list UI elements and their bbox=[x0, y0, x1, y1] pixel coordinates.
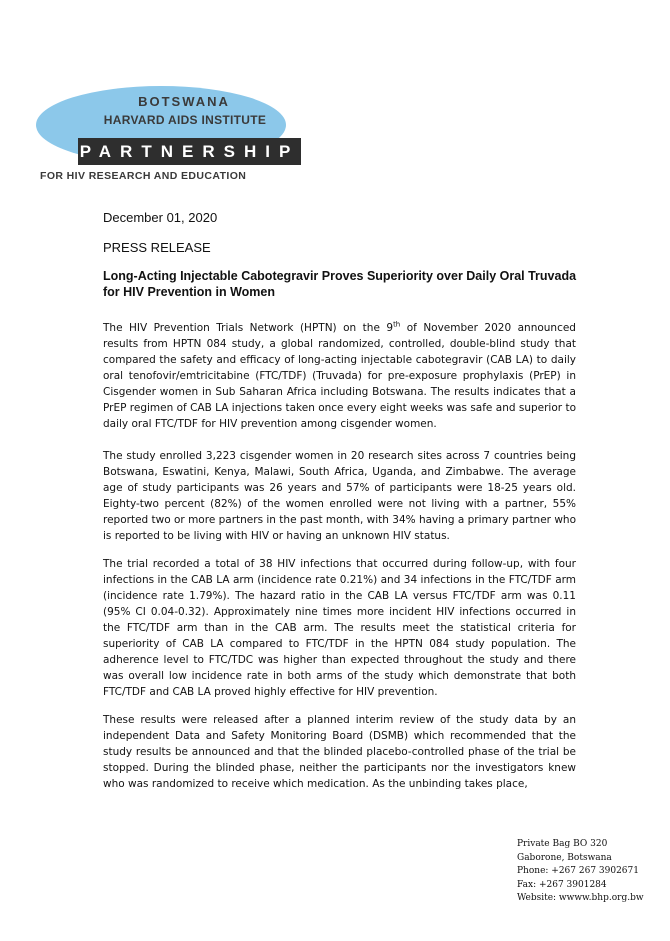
logo-line1: BOTSWANA bbox=[138, 94, 230, 109]
fax-line: Fax: +267 3901284 bbox=[517, 879, 607, 890]
logo-tagline: FOR HIV RESEARCH AND EDUCATION bbox=[40, 170, 247, 182]
headline: Long-Acting Injectable Cabotegravir Proves Superiority over Daily Oral Truvada for HIV Prevention in Women bbox=[103, 269, 577, 299]
paragraph-2: The study enrolled 3,223 cisgender women in 20 research sites across 7 countries being Botswana, Eswatini, Kenya, Malawi, South Africa, Uganda, and Zimbabwe. The average age of study participants was 26 years and 57% of participants were 18-25 years old. Eighty-two percent (82%) of the women enrolled were not living with a partner, 55% reported two or more partners in the past month, with 34% having a primary partner who is reported to be living with HIV or having an unknown HIV status. bbox=[103, 450, 576, 542]
p1-superscript: th bbox=[393, 320, 401, 329]
paragraph-3: The trial recorded a total of 38 HIV infections that occurred during follow-up, with four infections in the CAB LA arm (incidence rate 0.21%) and 34 infections in the FTC/TDF arm (incidence rate 1.79%). The hazard ratio in the CAB LA versus FTC/TDF arm was 0.11 (95% CI 0.04-0.32). Approximately nine times more incident HIV infections occurred in the FTC/TDF arm than in the CAB arm. The results meet the statistical criteria for superiority of CAB LA compared to FTC/TDF in the HPTN 084 study population. The adherence level to FTC/TDC was higher than expected throughout the study and there was overall low incidence rate in both arms of the study which demonstrate that both FTC/TDF and CAB LA proved highly effective for HIV prevention. bbox=[103, 558, 576, 698]
address-line-1: Private Bag BO 320 bbox=[517, 839, 608, 849]
article-body bbox=[103, 320, 576, 808]
phone-line: Phone: +267 267 3902671 bbox=[517, 866, 639, 876]
logo-line2: HARVARD AIDS INSTITUTE bbox=[103, 113, 267, 127]
address-line-2: Gaborone, Botswana bbox=[517, 852, 612, 863]
contact-block bbox=[517, 838, 667, 906]
p1-start: The HIV Prevention Trials Network (HPTN) on the 9 bbox=[103, 322, 394, 334]
bhp-logo bbox=[30, 78, 330, 188]
paragraph-4: These results were released after a planned interim review of the study data by an independent Data and Safety Monitoring Board (DSMB) which recommended that the study results be announced and that the blinded placebo-controlled phase of the trial be stopped. During the blinded phase, neither the participants nor the investigators knew who was randomized to receive which medication. As the unbinding takes place, bbox=[103, 714, 576, 790]
logo-bar: PARTNERSHIP bbox=[78, 138, 301, 165]
p1-rest: of November 2020 announced results from HPTN 084 study, a global randomized, controlled, double-blind study that compared the safety and efficacy of long-acting injectable cabotegravir (CAB LA) to daily oral tenofovir/emtricitabine (FTC/TDF) (Truvada) for pre-exposure prophylaxis (PrEP) in Cisgender women in Sub Saharan Africa including Botswana. The results indicates that a PrEP regimen of CAB LA injections taken once every eight weeks was safe and superior to daily oral FTC/TDF for HIV prevention among cisgender women. bbox=[103, 322, 576, 430]
paragraph-1 bbox=[103, 320, 576, 432]
press-release-label: PRESS RELEASE bbox=[103, 240, 211, 255]
website-line: Website: wwww.bhp.org.bw bbox=[517, 893, 644, 903]
release-date: December 01, 2020 bbox=[103, 210, 218, 225]
